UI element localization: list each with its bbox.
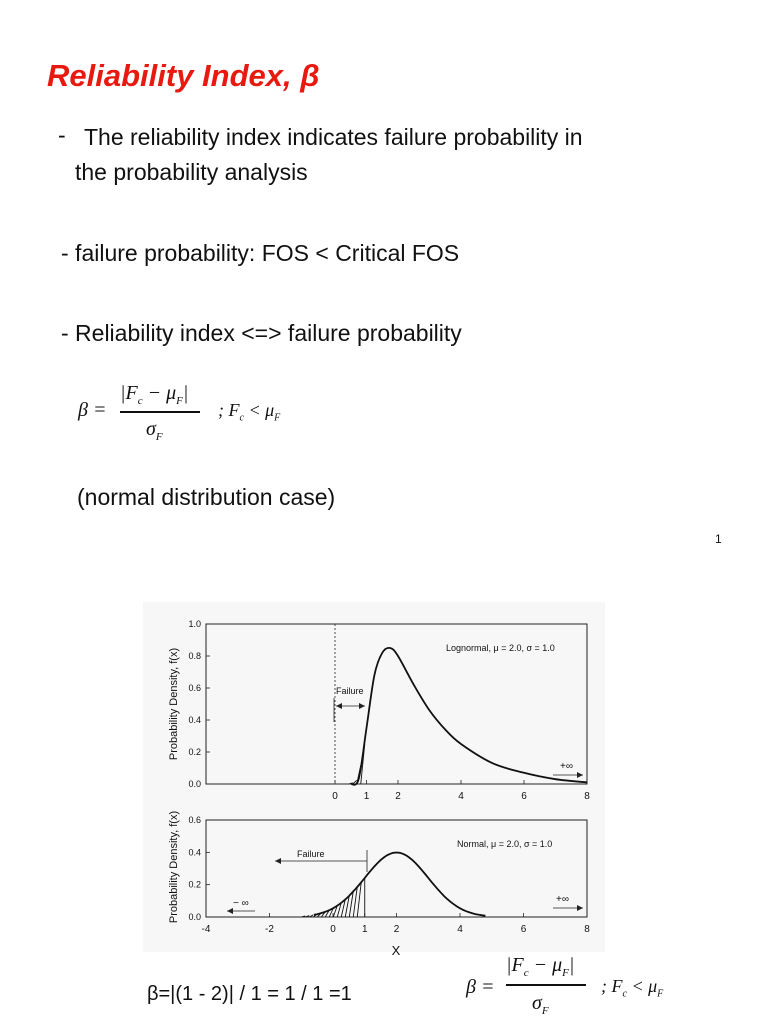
formula-numerator: $|F_c - \mu_F|$ [120, 382, 189, 407]
minus-infinity-label: − ∞ [233, 898, 249, 909]
top-x-tick-label: 4 [458, 791, 464, 802]
top-x-tick-label: 8 [584, 791, 590, 802]
minus-infinity-arrowhead [227, 908, 233, 914]
bottom-y-tick-label: 0.4 [188, 847, 201, 858]
formula-condition: ; $F_c < \mu_F$ [218, 400, 281, 424]
top-y-tick-label: 0.8 [188, 651, 201, 661]
formula2-lhs: β = [466, 976, 495, 998]
top-failure-label: Failure [336, 686, 364, 696]
lognormal-plot [168, 619, 590, 802]
reliability-formula [78, 378, 338, 448]
bottom-x-tick-label: 0 [330, 924, 336, 935]
top-y-tick-label: 0.6 [188, 683, 201, 693]
lognormal-legend: Lognormal, μ = 2.0, σ = 1.0 [446, 643, 555, 653]
normal-curve [314, 853, 486, 916]
bottom-failure-arrowhead [275, 858, 281, 864]
normal-distribution-note: (normal distribution case) [77, 484, 336, 510]
page-number: 1 [715, 532, 722, 546]
bottom-x-tick-label: 4 [457, 924, 463, 935]
bottom-y-axis-label: Probability Density, f(x) [168, 810, 180, 924]
top-y-axis-label: Probability Density, f(x) [168, 647, 180, 761]
top-failure-arrow-left [336, 703, 342, 709]
reliability-formula-repeat [466, 946, 726, 1016]
bullet-dash: - [58, 122, 66, 148]
top-x-tick-label: 1 [363, 791, 370, 802]
formula-fraction-bar [120, 411, 200, 413]
bottom-y-tick-label: 0.0 [188, 912, 201, 922]
lognormal-curve [351, 648, 587, 785]
bullet-reliability-equivalence: - Reliability index <=> failure probability [61, 320, 462, 346]
formula-denominator: $\sigma_F$ [146, 418, 163, 443]
top-x-tick-label: 6 [521, 791, 527, 802]
top-y-tick-label: 1.0 [188, 619, 201, 629]
bottom-x-tick-label: 1 [361, 924, 368, 935]
formula2-condition: ; $F_c < \mu_F$ [601, 976, 664, 1000]
bottom-x-tick-label: 8 [584, 924, 590, 935]
top-y-tick-label: 0.0 [188, 779, 201, 789]
bottom-y-tick-label: 0.6 [188, 815, 201, 825]
top-plus-infinity-arrowhead [577, 772, 583, 778]
top-x-tick-label: 2 [395, 791, 401, 802]
distribution-figure [143, 602, 605, 962]
bottom-x-tick-label: -2 [265, 924, 274, 935]
bottom-x-tick-label: -4 [201, 924, 211, 935]
beta-calculation: β=|(1 - 2)| / 1 = 1 / 1 =1 [147, 983, 352, 1005]
bottom-x-tick-label: 2 [393, 924, 400, 935]
x-axis-label: X [391, 943, 401, 958]
bottom-plus-infinity-arrowhead [577, 905, 583, 911]
formula2-numerator: $|F_c - \mu_F|$ [506, 954, 575, 979]
bottom-plus-infinity-label: +∞ [556, 894, 569, 905]
top-y-tick-label: 0.2 [188, 747, 201, 757]
normal-legend: Normal, μ = 2.0, σ = 1.0 [457, 839, 553, 849]
top-failure-arrow-right [359, 703, 365, 709]
top-x-tick-label: 0 [332, 791, 338, 802]
bullet-reliability-line2: the probability analysis [75, 159, 308, 185]
page-title: Reliability Index, β [47, 58, 320, 93]
bottom-plot-frame [206, 820, 587, 917]
bullet-failure-probability: - failure probability: FOS < Critical FOS [61, 240, 460, 266]
top-plus-infinity-label: +∞ [560, 761, 573, 772]
bottom-failure-label: Failure [297, 849, 325, 859]
bullet-reliability-line1: The reliability index indicates failure probability in [84, 124, 583, 150]
normal-plot [168, 811, 590, 958]
bottom-y-tick-label: 0.2 [188, 879, 201, 890]
bottom-x-tick-label: 6 [520, 924, 527, 935]
formula2-fraction-bar [506, 984, 586, 986]
formula2-denominator: $\sigma_F$ [532, 992, 549, 1017]
formula-lhs: β = [78, 399, 107, 421]
top-y-tick-label: 0.4 [188, 715, 201, 725]
